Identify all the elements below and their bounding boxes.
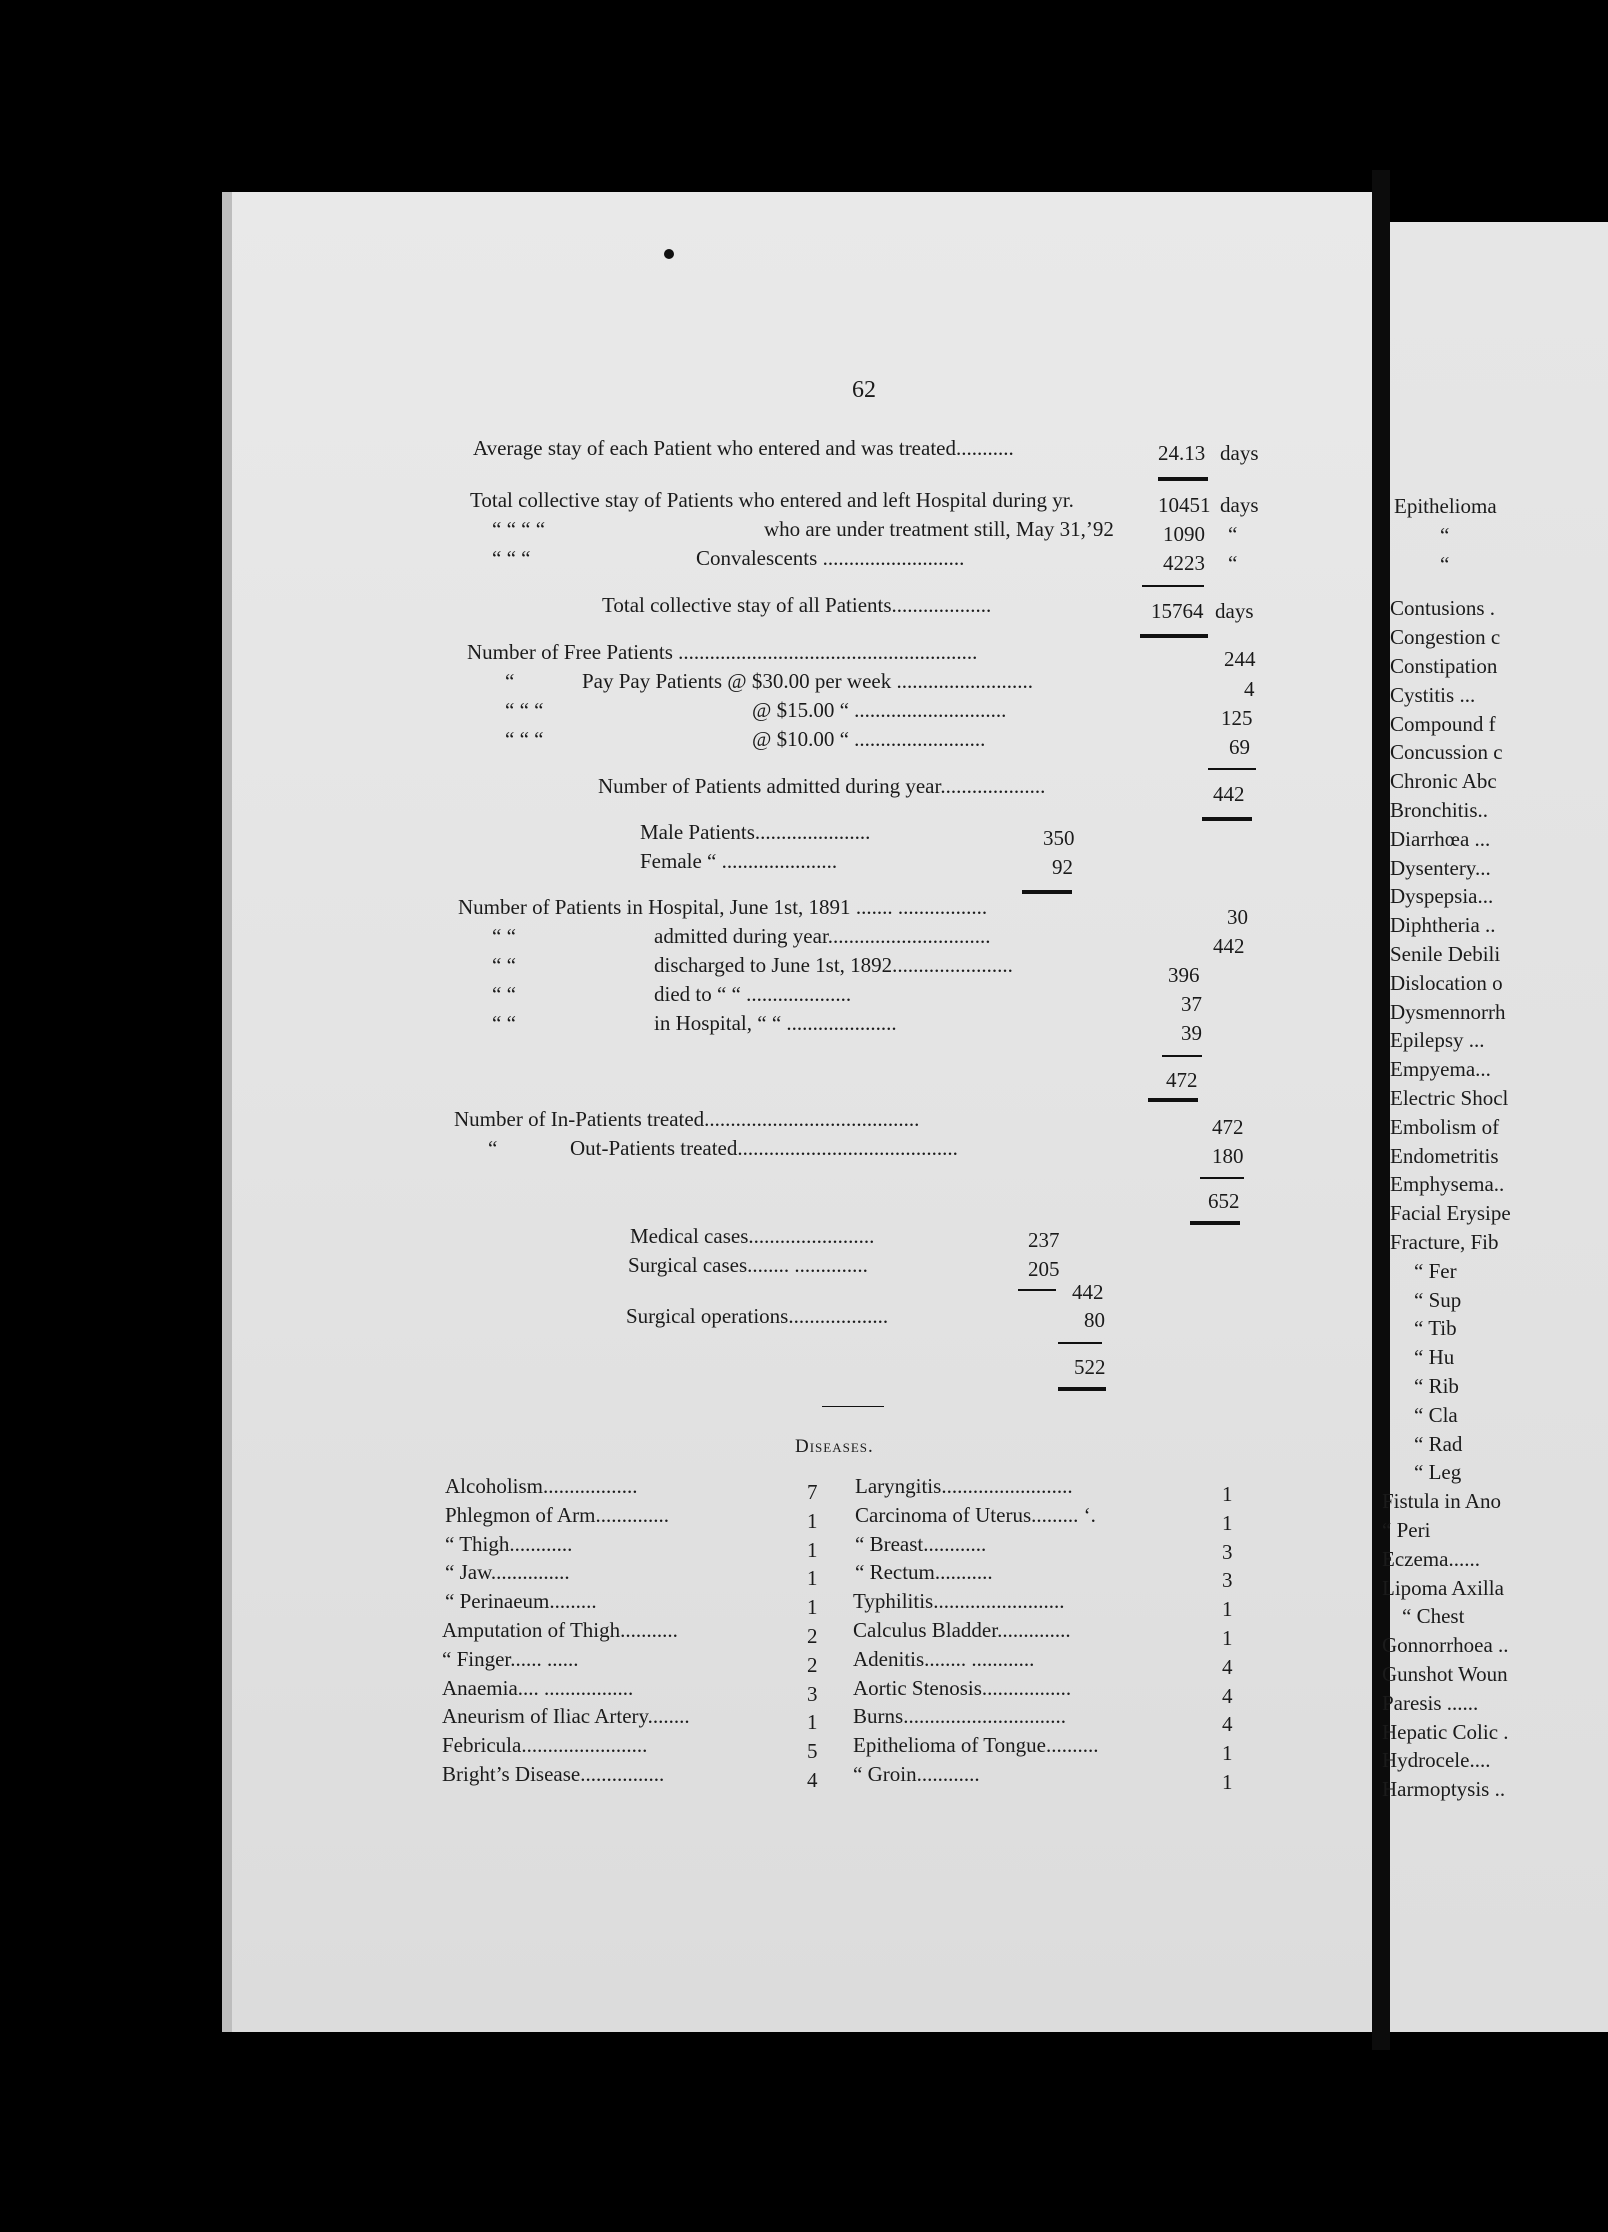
collective-line-3: Convalescents ........................... (696, 546, 965, 570)
collective-unit-1: days (1220, 493, 1259, 517)
disease-dots: ............ (509, 1532, 573, 1556)
disease-row-left (442, 1647, 579, 1672)
operations-value: 80 (1084, 1308, 1105, 1332)
right-page-item: Fracture, Fib (1390, 1230, 1499, 1254)
admitted-value: 442 (1213, 782, 1245, 806)
right-page-item: Senile Debili (1390, 942, 1501, 966)
hospital-ditto-5: “ “ (492, 1011, 516, 1035)
disease-dots: ........................ (521, 1733, 648, 1757)
right-page-item: “ (1440, 523, 1450, 547)
collective-sum-rule (1142, 585, 1204, 587)
disease-label: Carcinoma of Uterus (855, 1503, 1032, 1527)
right-page-item: Constipation (1390, 654, 1498, 678)
free-patients-value: 244 (1224, 647, 1256, 671)
right-page-item: “ Cla (1414, 1403, 1458, 1427)
disease-label: Alcoholism (445, 1474, 543, 1498)
disease-dots: ......................... (941, 1474, 1073, 1498)
hospital-label-4: died to “ “ .................... (654, 982, 852, 1006)
right-page-item: Fistula in Ano (1382, 1489, 1502, 1513)
disease-label: Epithelioma of Tongue (853, 1733, 1046, 1757)
section-divider (822, 1406, 884, 1407)
disease-row-left (442, 1733, 647, 1758)
admitted-label: Number of Patients admitted during year.................... (598, 774, 1046, 798)
disease-row-right (853, 1704, 1066, 1729)
right-page-item: “ Rib (1414, 1374, 1459, 1398)
medical-label: Medical cases........................ (630, 1224, 875, 1248)
disease-label: Calculus Bladder (853, 1618, 998, 1642)
disease-label: Laryngitis (855, 1474, 942, 1498)
disease-label: Burns (853, 1704, 904, 1728)
disease-dots: .... ................. (517, 1676, 634, 1700)
total-collective-label: Total collective stay of all Patients................... (602, 593, 992, 617)
right-page-item: Diphtheria .. (1390, 913, 1496, 937)
disease-label: Aneurism of Iliac Artery (442, 1704, 648, 1728)
disease-count-right: 1 (1222, 1770, 1233, 1794)
hospital-label-2: admitted during year............................... (654, 924, 991, 948)
disease-label: Anaemia (442, 1676, 518, 1700)
disease-count-left: 1 (807, 1566, 818, 1590)
female-label: Female “ ...................... (640, 849, 838, 873)
right-page-item: “ Fer (1414, 1259, 1457, 1283)
disease-row-right (855, 1503, 1096, 1528)
disease-row-right (855, 1474, 1073, 1499)
disease-count-right: 4 (1222, 1655, 1233, 1679)
grand-total-rule (1058, 1387, 1106, 1391)
right-page-item: Bronchitis.. (1390, 798, 1488, 822)
disease-count-right: 3 (1222, 1540, 1233, 1564)
right-page-item: Compound f (1390, 712, 1496, 736)
right-page-item: Diarrhœa ... (1390, 827, 1491, 851)
disease-row-right (853, 1647, 1034, 1672)
disease-label: Febricula (442, 1733, 522, 1757)
right-page-item: Hydrocele.... (1382, 1748, 1491, 1772)
disease-dots: .................. (543, 1474, 638, 1498)
right-page-item: Dysentery... (1390, 856, 1491, 880)
disease-label: “ Jaw (445, 1560, 491, 1584)
avg-stay-label: Average stay of each Patient who entered and was treated........... (473, 436, 1014, 460)
right-page-item: “ Chest (1402, 1604, 1465, 1628)
disease-count-left: 7 (807, 1480, 818, 1504)
avg-stay-rule (1158, 477, 1208, 481)
disease-dots: ........ ............ (924, 1647, 1035, 1671)
right-page-item: “ Tib (1414, 1316, 1457, 1340)
disease-count-left: 3 (807, 1682, 818, 1706)
disease-row-left (445, 1474, 638, 1499)
page-number: 62 (852, 377, 876, 403)
disease-count-left: 5 (807, 1739, 818, 1763)
disease-count-right: 1 (1222, 1597, 1233, 1621)
disease-dots: ........... (934, 1560, 993, 1584)
right-page-item: Facial Erysipe (1390, 1201, 1511, 1225)
diseases-heading: Diseases. (795, 1436, 874, 1457)
disease-row-left (445, 1532, 572, 1557)
total-collective-rule (1140, 634, 1208, 638)
right-page-item: “ Hu (1414, 1345, 1455, 1369)
right-page-item: Congestion c (1390, 625, 1501, 649)
collective-line-1: Total collective stay of Patients who entered and left Hospital during yr. (470, 488, 1074, 512)
collective-ditto-3: “ “ “ (492, 546, 531, 570)
disease-dots: ............................... (903, 1704, 1066, 1728)
disease-dots: ............... (490, 1560, 570, 1584)
medical-value: 237 (1028, 1228, 1060, 1252)
pay-value-3: 69 (1229, 735, 1250, 759)
disease-row-right (853, 1618, 1071, 1643)
right-page-item: Epithelioma (1394, 494, 1497, 518)
female-value: 92 (1052, 855, 1073, 879)
disease-dots: ......... ‘. (1031, 1503, 1096, 1527)
pay-label-3: @ $10.00 “ ......................... (752, 727, 986, 751)
grand-total: 522 (1074, 1355, 1106, 1379)
disease-label: “ Rectum (855, 1560, 935, 1584)
disease-row-left (442, 1762, 664, 1787)
avg-stay-unit: days (1220, 441, 1259, 465)
hospital-value-2: 442 (1213, 934, 1245, 958)
disease-row-right (855, 1560, 993, 1585)
in-patients-value: 472 (1212, 1115, 1244, 1139)
disease-label: Bright’s Disease (442, 1762, 581, 1786)
right-page-item: Eczema...... (1382, 1547, 1480, 1571)
collective-line-2: who are under treatment still, May 31,’92 (764, 517, 1114, 541)
right-page-item: Epilepsy ... (1390, 1028, 1485, 1052)
pay-label-1: Pay Pay Patients @ $30.00 per week .......................... (582, 669, 1033, 693)
out-patients-label: Out-Patients treated.......................................... (570, 1136, 958, 1160)
disease-count-right: 1 (1222, 1741, 1233, 1765)
disease-label: Typhilitis (853, 1589, 934, 1613)
hospital-label-5: in Hospital, “ “ ..................... (654, 1011, 897, 1035)
disease-label: “ Groin (853, 1762, 917, 1786)
disease-dots: ........... (620, 1618, 678, 1642)
pay-ditto-3: “ “ “ (505, 727, 544, 751)
right-page-item: Dysmennorrh (1390, 1000, 1506, 1024)
collective-ditto-2: “ “ “ “ (492, 517, 546, 541)
patients-total: 652 (1208, 1189, 1240, 1213)
cases-total: 442 (1072, 1280, 1104, 1304)
right-page-item: Electric Shocl (1390, 1086, 1509, 1110)
disease-label: “ Perinaeum (445, 1589, 550, 1613)
disease-label: “ Breast (855, 1532, 924, 1556)
right-page-item: Lipoma Axilla (1382, 1576, 1504, 1600)
disease-row-right (853, 1762, 980, 1787)
pay-ditto-2: “ “ “ (505, 698, 544, 722)
disease-dots: ................ (580, 1762, 665, 1786)
right-page-item: Empyema... (1390, 1057, 1491, 1081)
pay-ditto-1: “ (505, 669, 515, 693)
disease-row-left (445, 1589, 597, 1614)
collective-unit-3: “ (1228, 551, 1238, 575)
right-page-item: Emphysema.. (1390, 1172, 1505, 1196)
right-page-item: “ Leg (1414, 1460, 1462, 1484)
disease-dots: ........ (647, 1704, 690, 1728)
out-patients-value: 180 (1212, 1144, 1244, 1168)
disease-count-right: 1 (1222, 1482, 1233, 1506)
disease-count-right: 4 (1222, 1712, 1233, 1736)
in-patients-label: Number of In-Patients treated......................................... (454, 1107, 920, 1131)
avg-stay-value: 24.13 (1158, 441, 1206, 465)
collective-value-1: 10451 (1158, 493, 1211, 517)
total-collective-unit: days (1215, 599, 1254, 623)
disease-row-right (853, 1733, 1098, 1758)
right-page-item: Dislocation o (1390, 971, 1503, 995)
hospital-value-5: 39 (1181, 1021, 1202, 1045)
hospital-label-1: Number of Patients in Hospital, June 1st, 1891 ....... ................. (458, 895, 988, 919)
right-page-item: Hepatic Colic . (1382, 1720, 1509, 1744)
right-page (1382, 222, 1608, 2032)
right-page-item: “ Sup (1414, 1288, 1462, 1312)
disease-label: Adenitis (853, 1647, 925, 1671)
admitted-rule (1202, 817, 1252, 821)
hospital-value-4: 37 (1181, 992, 1202, 1016)
disease-count-left: 1 (807, 1538, 818, 1562)
right-page-item: “ Rad (1414, 1432, 1463, 1456)
collective-unit-2: “ (1228, 522, 1238, 546)
right-page-item: Concussion c (1390, 740, 1503, 764)
hospital-value-3: 396 (1168, 963, 1200, 987)
right-page-item: “ (1440, 552, 1450, 576)
hospital-label-3: discharged to June 1st, 1892....................... (654, 953, 1013, 977)
ink-spot (664, 249, 674, 259)
surgical-value: 205 (1028, 1257, 1060, 1281)
disease-dots: ................. (981, 1676, 1072, 1700)
cases-sum-rule (1018, 1289, 1056, 1291)
male-value: 350 (1043, 826, 1075, 850)
right-page-item: Gonnorrhoea .. (1382, 1633, 1509, 1657)
disease-label: Aortic Stenosis (853, 1676, 982, 1700)
disease-row-right (853, 1589, 1064, 1614)
disease-count-left: 4 (807, 1768, 818, 1792)
surgical-label: Surgical cases........ .............. (628, 1253, 868, 1277)
disease-label: Phlegmon of Arm (445, 1503, 596, 1527)
out-patients-ditto: “ (488, 1136, 498, 1160)
pay-sum-rule (1208, 768, 1256, 770)
right-page-item: Harmoptysis .. (1382, 1777, 1506, 1801)
disease-row-left (445, 1560, 570, 1585)
disease-count-right: 3 (1222, 1568, 1233, 1592)
collective-value-3: 4223 (1163, 551, 1205, 575)
disease-dots: ......................... (933, 1589, 1065, 1613)
male-label: Male Patients...................... (640, 820, 871, 844)
disease-row-right (855, 1532, 986, 1557)
right-page-item: Chronic Abc (1390, 769, 1497, 793)
disease-count-right: 1 (1222, 1626, 1233, 1650)
pay-value-2: 125 (1221, 706, 1253, 730)
hospital-total-rule (1148, 1098, 1198, 1102)
hospital-sum-rule (1162, 1055, 1202, 1057)
disease-row-left (445, 1503, 669, 1528)
disease-dots: .......... (1045, 1733, 1099, 1757)
disease-label: Amputation of Thigh (442, 1618, 621, 1642)
right-page-item: Cystitis ... (1390, 683, 1476, 707)
right-page-item: Embolism of (1390, 1115, 1500, 1139)
pay-value-1: 4 (1244, 677, 1255, 701)
disease-label: “ Thigh (445, 1532, 510, 1556)
operations-sum-rule (1058, 1342, 1102, 1344)
free-patients-label: Number of Free Patients ......................................................... (467, 640, 978, 664)
right-page-item: Gunshot Woun (1382, 1662, 1508, 1686)
hospital-total: 472 (1166, 1068, 1198, 1092)
disease-row-right (853, 1676, 1071, 1701)
patients-sum-rule (1200, 1177, 1244, 1179)
disease-count-left: 1 (807, 1509, 818, 1533)
disease-count-left: 1 (807, 1595, 818, 1619)
disease-dots: ......... (549, 1589, 597, 1613)
hospital-value-1: 30 (1227, 905, 1248, 929)
disease-row-left (442, 1676, 633, 1701)
disease-dots: ............ (916, 1762, 980, 1786)
hospital-ditto-4: “ “ (492, 982, 516, 1006)
right-page-item: Contusions . (1390, 596, 1496, 620)
disease-count-left: 1 (807, 1710, 818, 1734)
disease-count-right: 4 (1222, 1684, 1233, 1708)
disease-dots: .............. (997, 1618, 1071, 1642)
disease-row-left (442, 1618, 678, 1643)
operations-label: Surgical operations................... (626, 1304, 889, 1328)
collective-value-2: 1090 (1163, 522, 1205, 546)
right-page-item: Endometritis (1390, 1144, 1499, 1168)
disease-dots: ............ (923, 1532, 987, 1556)
disease-dots: ...... ...... (510, 1647, 579, 1671)
disease-row-left (442, 1704, 690, 1729)
disease-count-left: 2 (807, 1653, 818, 1677)
disease-dots: .............. (595, 1503, 669, 1527)
disease-count-left: 2 (807, 1624, 818, 1648)
hospital-ditto-2: “ “ (492, 924, 516, 948)
patients-total-rule (1190, 1221, 1240, 1225)
gender-rule (1022, 890, 1072, 894)
disease-count-right: 1 (1222, 1511, 1233, 1535)
pay-label-2: @ $15.00 “ ............................. (752, 698, 1007, 722)
right-page-item: Paresis ...... (1382, 1691, 1479, 1715)
right-page-item: “ Peri (1382, 1518, 1431, 1542)
disease-label: “ Finger (442, 1647, 511, 1671)
right-page-item: Dyspepsia... (1390, 884, 1494, 908)
hospital-ditto-3: “ “ (492, 953, 516, 977)
total-collective-value: 15764 (1151, 599, 1204, 623)
